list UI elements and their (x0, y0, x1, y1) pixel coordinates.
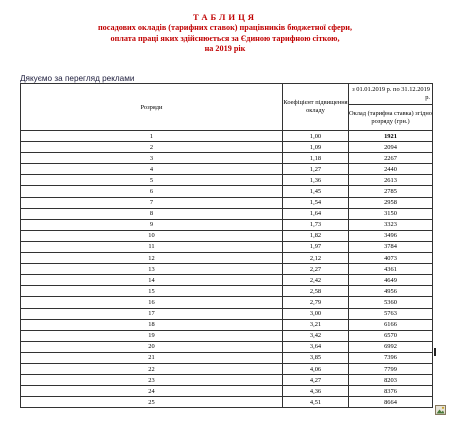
table-row (21, 253, 433, 264)
cell-salary: 4649 (349, 275, 433, 286)
cell-rank: 15 (21, 286, 283, 297)
cell-coefficient: 1,64 (283, 208, 349, 219)
header-coefficient: Коефіцієнт підвищення окладу (283, 84, 349, 131)
cell-salary: 3496 (349, 230, 433, 241)
cell-salary: 6166 (349, 319, 433, 330)
cell-salary: 3150 (349, 208, 433, 219)
cell-salary: 5360 (349, 297, 433, 308)
cell-salary: 2267 (349, 153, 433, 164)
cell-rank: 21 (21, 352, 283, 363)
cell-coefficient: 1,09 (283, 142, 349, 153)
table-row (21, 175, 433, 186)
table-row (21, 341, 433, 352)
cell-coefficient: 2,27 (283, 264, 349, 275)
cell-rank: 8 (21, 208, 283, 219)
cell-rank: 11 (21, 241, 283, 252)
cell-coefficient: 1,97 (283, 241, 349, 252)
cell-salary: 4073 (349, 253, 433, 264)
cell-rank: 24 (21, 386, 283, 397)
cell-coefficient: 1,73 (283, 219, 349, 230)
cell-salary: 1921 (349, 131, 433, 142)
cell-coefficient: 3,64 (283, 341, 349, 352)
cell-rank: 9 (21, 219, 283, 230)
cell-coefficient: 4,27 (283, 375, 349, 386)
cell-coefficient: 3,42 (283, 330, 349, 341)
cell-rank: 1 (21, 131, 283, 142)
table-row (21, 308, 433, 319)
cell-salary: 2958 (349, 197, 433, 208)
cell-coefficient: 1,27 (283, 164, 349, 175)
table-row (21, 131, 433, 142)
image-icon[interactable] (435, 405, 446, 415)
cell-salary: 2785 (349, 186, 433, 197)
header-period: з 01.01.2019 р. по 31.12.2019 р. (349, 84, 433, 105)
cell-salary: 6992 (349, 341, 433, 352)
title-heading: ТАБЛИЦЯ (193, 12, 257, 22)
cell-coefficient: 3,85 (283, 352, 349, 363)
cell-salary: 2440 (349, 164, 433, 175)
cell-coefficient: 1,36 (283, 175, 349, 186)
title-line-1: посадових окладів (тарифних ставок) працівників бюджетної сфери, (97, 22, 353, 32)
scroll-marker (434, 348, 436, 356)
cell-coefficient: 1,18 (283, 153, 349, 164)
table-row (21, 386, 433, 397)
cell-coefficient: 4,06 (283, 363, 349, 374)
cell-coefficient: 1,45 (283, 186, 349, 197)
cell-salary: 8664 (349, 397, 433, 408)
cell-rank: 6 (21, 186, 283, 197)
cell-rank: 22 (21, 363, 283, 374)
cell-rank: 25 (21, 397, 283, 408)
table-row (21, 142, 433, 153)
cell-rank: 3 (21, 153, 283, 164)
cell-coefficient: 4,51 (283, 397, 349, 408)
header-salary: Оклад (тарифна ставка) згідно розряду (грн.) (349, 105, 433, 131)
cell-salary: 2094 (349, 142, 433, 153)
cell-coefficient: 3,21 (283, 319, 349, 330)
table-row (21, 375, 433, 386)
ad-notice: Дякуємо за перегляд реклами (20, 74, 135, 83)
cell-coefficient: 3,00 (283, 308, 349, 319)
cell-salary: 4361 (349, 264, 433, 275)
cell-salary: 8376 (349, 386, 433, 397)
cell-salary: 6570 (349, 330, 433, 341)
cell-salary: 5763 (349, 308, 433, 319)
cell-rank: 13 (21, 264, 283, 275)
cell-rank: 2 (21, 142, 283, 153)
table-row (21, 363, 433, 374)
cell-rank: 14 (21, 275, 283, 286)
table-row (21, 330, 433, 341)
cell-coefficient: 4,36 (283, 386, 349, 397)
cell-rank: 18 (21, 319, 283, 330)
cell-salary: 2613 (349, 175, 433, 186)
cell-coefficient: 1,82 (283, 230, 349, 241)
cell-coefficient: 1,54 (283, 197, 349, 208)
cell-rank: 7 (21, 197, 283, 208)
table-row (21, 264, 433, 275)
table-row (21, 186, 433, 197)
table-row (21, 275, 433, 286)
table-row (21, 241, 433, 252)
table-row (21, 219, 433, 230)
cell-coefficient: 2,58 (283, 286, 349, 297)
table-row (21, 164, 433, 175)
cell-coefficient: 2,42 (283, 275, 349, 286)
cell-salary: 7799 (349, 363, 433, 374)
cell-rank: 12 (21, 253, 283, 264)
table-row (21, 197, 433, 208)
table-row (21, 352, 433, 363)
cell-rank: 23 (21, 375, 283, 386)
cell-coefficient: 2,12 (283, 253, 349, 264)
cell-rank: 16 (21, 297, 283, 308)
cell-salary: 7396 (349, 352, 433, 363)
table-row (21, 297, 433, 308)
header-rank: Розряди (21, 84, 283, 131)
table-row (21, 153, 433, 164)
cell-rank: 10 (21, 230, 283, 241)
title-line-3: на 2019 рік (204, 44, 246, 54)
table-row (21, 208, 433, 219)
cell-rank: 19 (21, 330, 283, 341)
cell-rank: 17 (21, 308, 283, 319)
table-row (21, 319, 433, 330)
cell-coefficient: 2,79 (283, 297, 349, 308)
cell-coefficient: 1,00 (283, 131, 349, 142)
table-row (21, 397, 433, 408)
cell-salary: 3784 (349, 241, 433, 252)
cell-rank: 20 (21, 341, 283, 352)
cell-rank: 4 (21, 164, 283, 175)
table-body (21, 131, 433, 408)
title-line-2: оплата праці яких здійснюється за Єдиною тарифною сіткою, (110, 33, 340, 43)
cell-salary: 8203 (349, 375, 433, 386)
document-title (0, 12, 450, 55)
table-row (21, 230, 433, 241)
table-row (21, 286, 433, 297)
cell-salary: 4956 (349, 286, 433, 297)
cell-salary: 3323 (349, 219, 433, 230)
salary-table (20, 83, 433, 408)
cell-rank: 5 (21, 175, 283, 186)
